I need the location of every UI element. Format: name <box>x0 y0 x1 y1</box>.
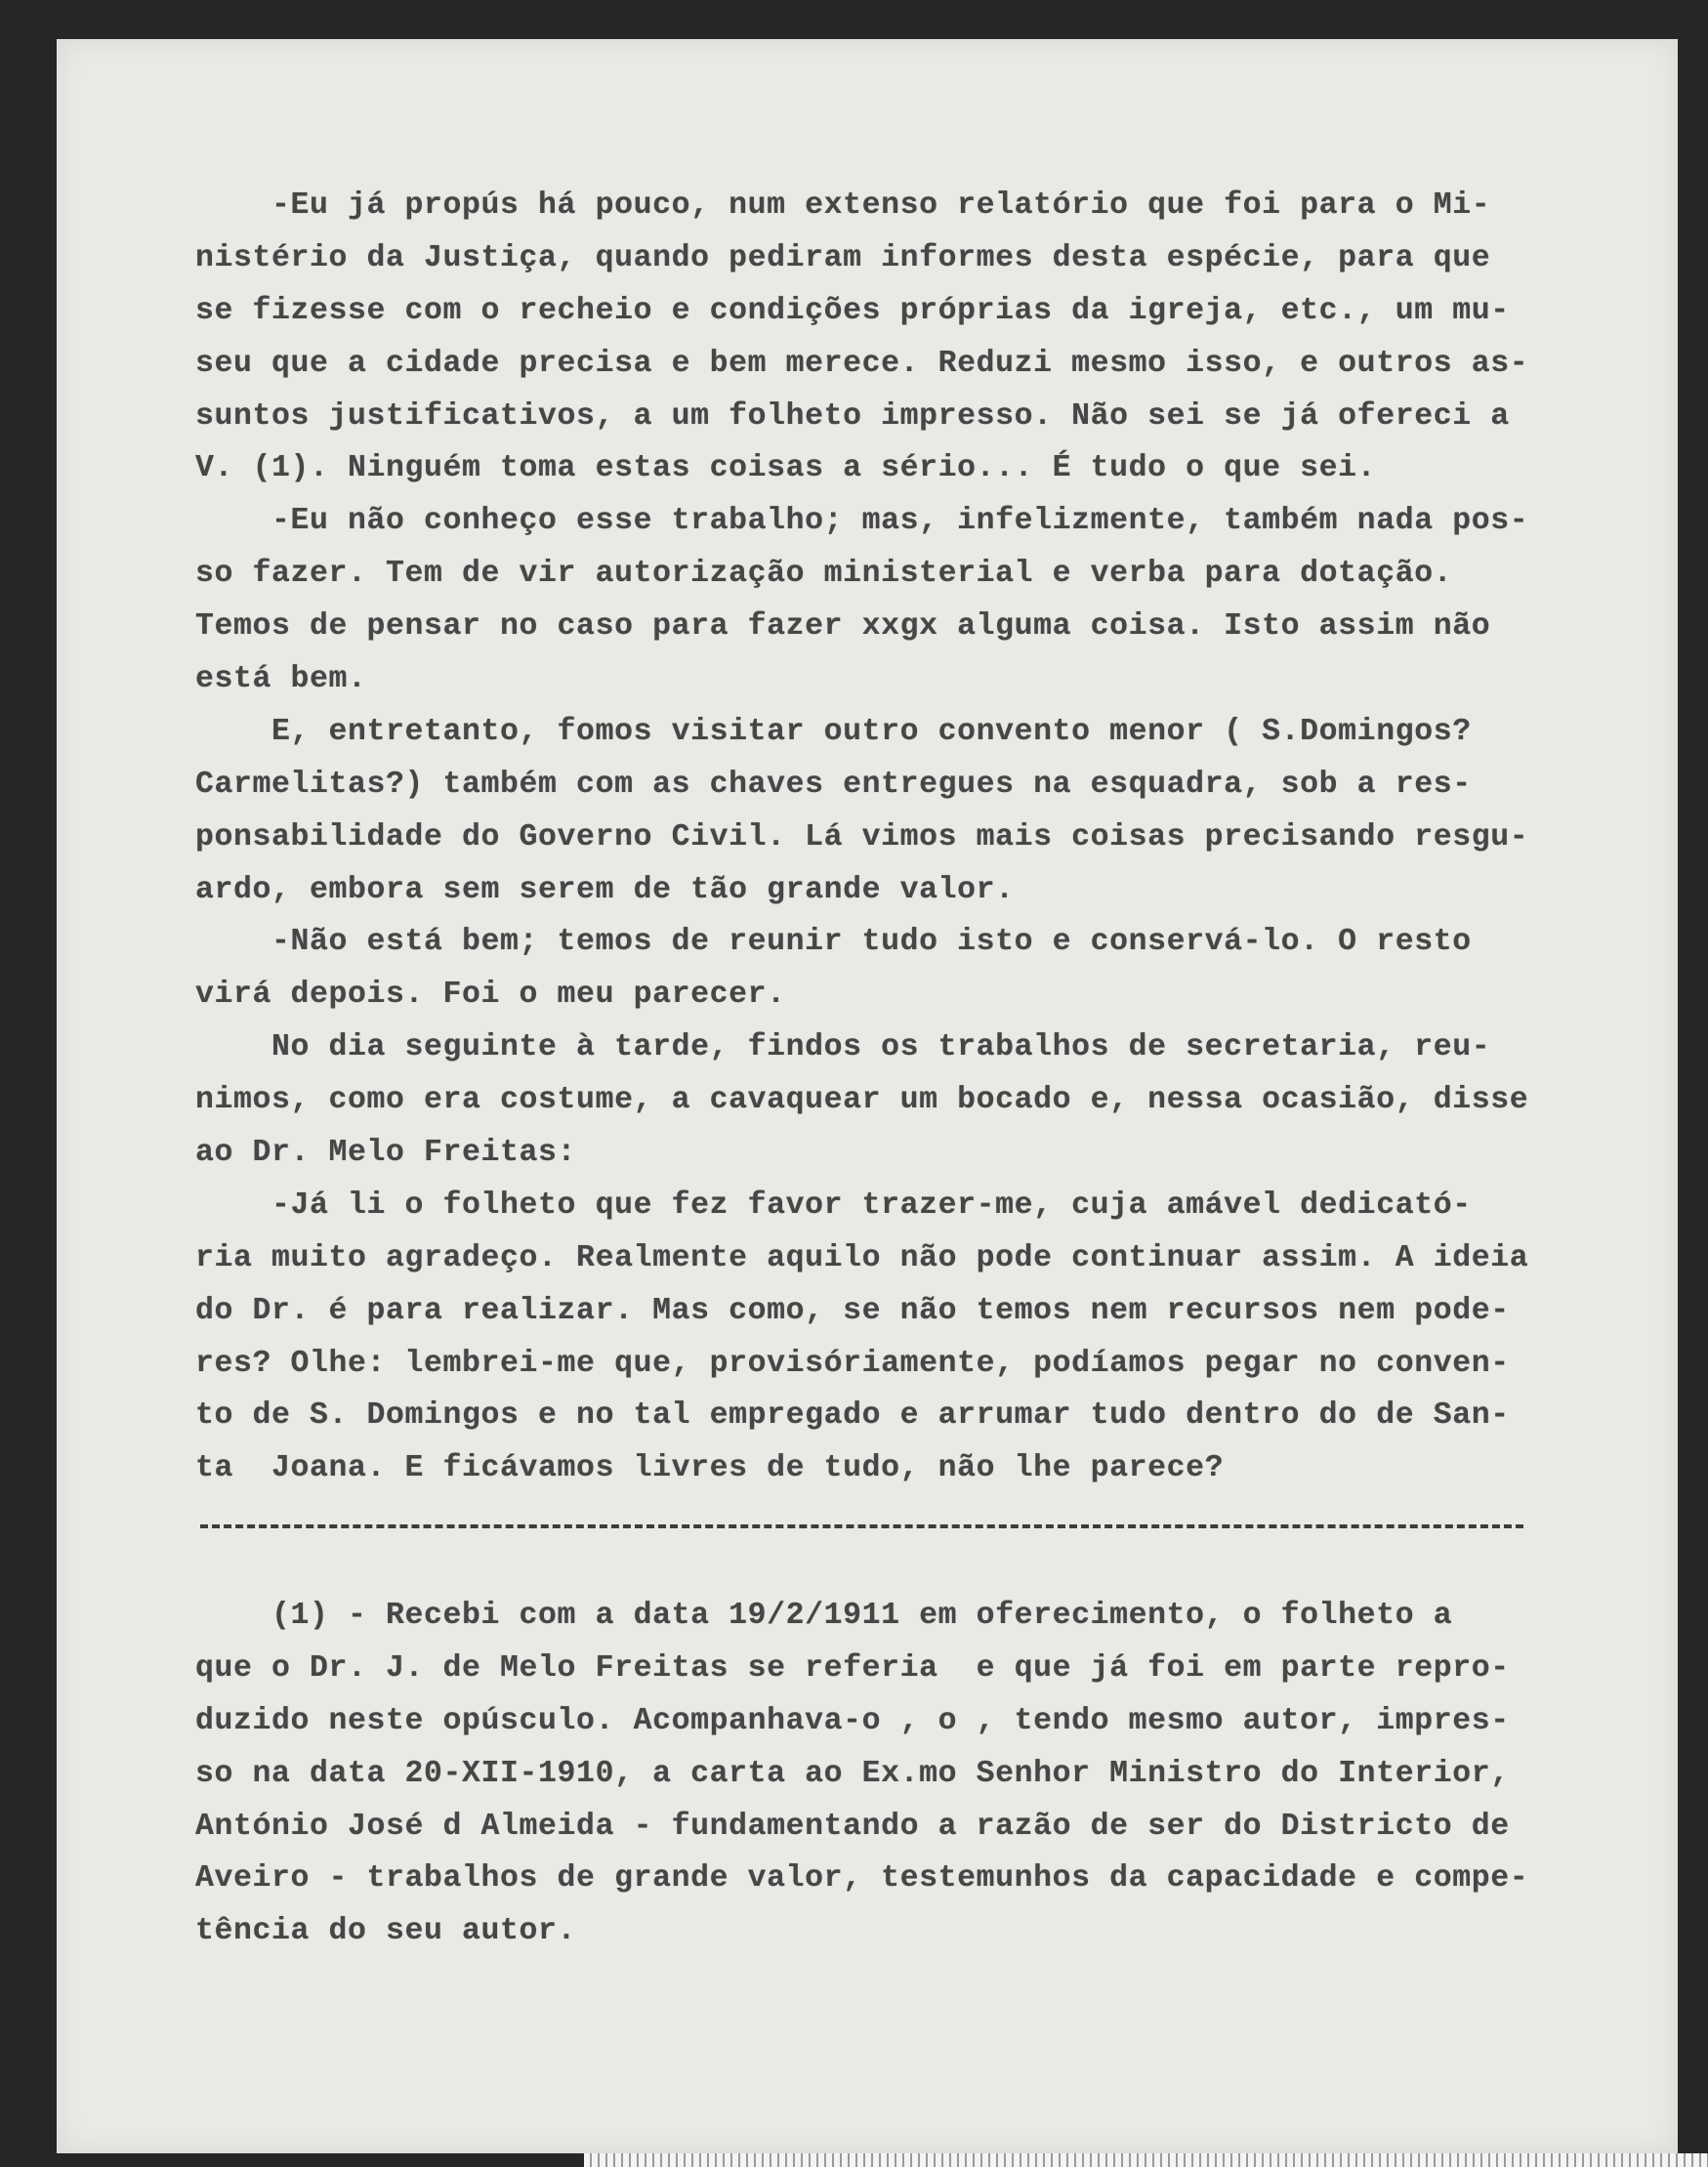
body-line: -Não está bem; temos de reunir tudo isto e conservá-lo. O resto <box>195 925 1472 960</box>
body-line: ria muito agradeço. Realmente aquilo não pode continuar assim. A ideia <box>195 1240 1529 1275</box>
body-line: ta Joana. E ficávamos livres de tudo, não lhe parece? <box>195 1451 1225 1486</box>
body-line: seu que a cidade precisa e bem merece. Reduzi mesmo isso, e outros as- <box>195 346 1529 381</box>
footnote-separator-rule <box>200 1524 1523 1528</box>
body-line: to de S. Domingos e no tal empregado e arrumar tudo dentro do de San- <box>195 1398 1510 1434</box>
body-line: está bem. <box>195 662 367 697</box>
footnote-line: so na data 20-XII-1910, a carta ao Ex.mo Senhor Ministro do Interior, <box>195 1756 1510 1791</box>
body-line: -Já li o folheto que fez favor trazer-me, cuja amável dedicató- <box>195 1188 1472 1223</box>
body-line: -Eu já propús há pouco, num extenso relatório que foi para o Mi- <box>195 188 1491 223</box>
footnote-line: António José d Almeida - fundamentando a razão de ser do Districto de <box>195 1809 1510 1844</box>
footnote-text <box>195 1590 1543 1958</box>
scan-scale-bar <box>584 2153 1708 2167</box>
body-line: nistério da Justiça, quando pediram informes desta espécie, para que <box>195 240 1491 275</box>
body-line: suntos justificativos, a um folheto impresso. Não sei se já ofereci a <box>195 398 1510 434</box>
body-line: ponsabilidade do Governo Civil. Lá vimos mais coisas precisando resgu- <box>195 819 1529 854</box>
body-line: virá depois. Foi o meu parecer. <box>195 978 786 1013</box>
body-line: E, entretanto, fomos visitar outro convento menor ( S.Domingos? <box>195 714 1472 749</box>
footnote-line: Aveiro - trabalhos de grande valor, testemunhos da capacidade e compe- <box>195 1861 1529 1896</box>
footnote-line: (1) - Recebi com a data 19/2/1911 em oferecimento, o folheto a <box>195 1599 1453 1633</box>
body-line: No dia seguinte à tarde, findos os trabalhos de secretaria, reu- <box>195 1030 1491 1065</box>
body-line: Temos de pensar no caso para fazer xxgx alguma coisa. Isto assim não <box>195 609 1491 645</box>
body-line: do Dr. é para realizar. Mas como, se não temos nem recursos nem pode- <box>195 1293 1510 1328</box>
body-line: V. (1). Ninguém toma estas coisas a sério... É tudo o que sei. <box>195 451 1377 486</box>
footnote-line: que o Dr. J. de Melo Freitas se referia e que já foi em parte repro- <box>195 1650 1510 1686</box>
body-line: Carmelitas?) também com as chaves entregues na esquadra, sob a res- <box>195 767 1472 802</box>
body-line: se fizesse com o recheio e condições próprias da igreja, etc., um mu- <box>195 293 1510 328</box>
body-line: ardo, embora sem serem de tão grande valor. <box>195 872 1015 907</box>
body-text <box>195 180 1543 1495</box>
body-line: ao Dr. Melo Freitas: <box>195 1136 577 1171</box>
body-line: res? Olhe: lembrei-me que, provisóriamente, podíamos pegar no conven- <box>195 1346 1510 1381</box>
body-line: so fazer. Tem de vir autorização ministerial e verba para dotação. <box>195 557 1453 592</box>
footnote-line: tência do seu autor. <box>195 1914 577 1949</box>
body-line: -Eu não conheço esse trabalho; mas, infelizmente, também nada pos- <box>195 504 1529 539</box>
footnote-line: duzido neste opúsculo. Acompanhava-o , o , tendo mesmo autor, impres- <box>195 1703 1510 1738</box>
body-line: nimos, como era costume, a cavaquear um bocado e, nessa ocasião, disse <box>195 1083 1529 1118</box>
